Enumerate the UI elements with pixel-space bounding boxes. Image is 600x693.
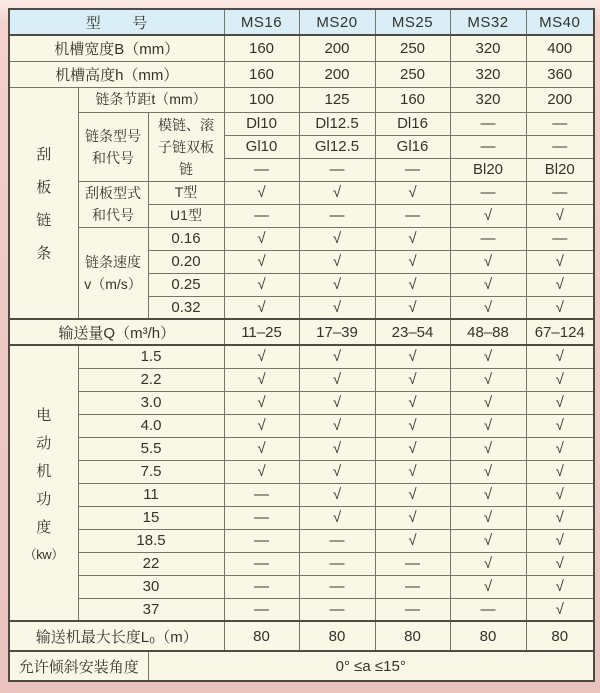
vertical-label-char: 动: [36, 434, 52, 452]
table-cell: 80: [375, 621, 450, 651]
table-cell: √: [224, 250, 299, 273]
vertical-label-char: 链: [36, 211, 52, 229]
motor-power-row: [9, 483, 594, 506]
table-cell: 200: [299, 35, 375, 61]
label-line: v（m/s）: [84, 275, 142, 292]
power-value-label: 15: [78, 506, 224, 529]
power-value-label: 11: [78, 483, 224, 506]
tilt-angle-row: [9, 651, 594, 681]
table-cell: —: [450, 135, 526, 158]
power-value-label: 5.5: [78, 437, 224, 460]
power-value-label: 4.0: [78, 414, 224, 437]
power-value-label: 18.5: [78, 529, 224, 552]
col-header-ms20: MS20: [299, 9, 375, 35]
table-cell: √: [299, 345, 375, 368]
table-cell: 200: [299, 61, 375, 87]
table-cell: √: [450, 250, 526, 273]
table-cell: √: [375, 437, 450, 460]
spec-table: [8, 8, 595, 682]
table-cell: 100: [224, 87, 299, 112]
vertical-label-char: 条: [36, 244, 52, 262]
table-cell: —: [450, 112, 526, 135]
table-cell: —: [526, 135, 594, 158]
label-line: 和代号: [92, 207, 134, 223]
table-cell: √: [299, 296, 375, 319]
table-cell: √: [526, 529, 594, 552]
table-cell: √: [375, 414, 450, 437]
table-cell: 250: [375, 35, 450, 61]
table-cell: √: [526, 250, 594, 273]
motor-power-row: [9, 529, 594, 552]
tilt-angle-label: 允许倾斜安装角度: [9, 651, 148, 681]
power-value-label: 22: [78, 552, 224, 575]
table-cell: 17–39: [299, 319, 375, 345]
chain-model-label: [78, 112, 148, 181]
motor-power-row: [9, 552, 594, 575]
scraper-type-row-t: [9, 181, 594, 204]
table-cell: √: [375, 460, 450, 483]
chain-pitch-row: [9, 87, 594, 112]
label-line: 链条型号: [85, 127, 141, 144]
table-cell: —: [224, 483, 299, 506]
table-cell: √: [299, 250, 375, 273]
table-cell: √: [224, 296, 299, 319]
table-cell: Dl16: [375, 112, 450, 135]
vertical-label: [10, 137, 78, 269]
label-line: 刮板型式: [85, 185, 141, 201]
tilt-angle-value: 0° ≤a ≤15°: [148, 651, 594, 681]
table-cell: √: [526, 575, 594, 598]
table-cell: —: [450, 227, 526, 250]
label-line: 链: [179, 160, 193, 177]
table-cell: —: [299, 158, 375, 181]
table-cell: 250: [375, 61, 450, 87]
table-cell: √: [450, 460, 526, 483]
table-cell: 23–54: [375, 319, 450, 345]
table-cell: √: [450, 529, 526, 552]
table-cell: √: [299, 483, 375, 506]
table-cell: √: [450, 575, 526, 598]
table-cell: √: [299, 227, 375, 250]
table-cell: —: [375, 204, 450, 227]
label-line: 链条速度: [85, 253, 141, 270]
table-cell: √: [526, 368, 594, 391]
col-header-ms25: MS25: [375, 9, 450, 35]
table-cell: √: [299, 506, 375, 529]
table-cell: √: [299, 273, 375, 296]
motor-power-group-label: [9, 345, 78, 621]
motor-power-row: [9, 345, 594, 368]
table-cell: √: [526, 345, 594, 368]
table-cell: —: [224, 158, 299, 181]
table-cell: —: [526, 227, 594, 250]
power-value-label: 3.0: [78, 391, 224, 414]
table-cell: —: [299, 204, 375, 227]
chain-speed-row-016: [9, 227, 594, 250]
power-value-label: 7.5: [78, 460, 224, 483]
vertical-label-char: 板: [36, 178, 52, 196]
table-cell: √: [299, 391, 375, 414]
table-cell: √: [224, 227, 299, 250]
table-cell: √: [526, 391, 594, 414]
speed-value-label: 0.25: [148, 273, 224, 296]
col-header-ms40: MS40: [526, 9, 594, 35]
table-cell: 80: [526, 621, 594, 651]
vertical-label-char: 功: [36, 490, 52, 508]
table-cell: √: [450, 391, 526, 414]
scraper-type-t-label: T型: [148, 181, 224, 204]
trough-width-row: [9, 35, 594, 61]
table-cell: 320: [450, 61, 526, 87]
table-cell: —: [224, 552, 299, 575]
table-cell: √: [450, 414, 526, 437]
table-cell: 160: [224, 35, 299, 61]
table-cell: —: [224, 575, 299, 598]
chain-model-sub-label: [148, 112, 224, 181]
table-cell: √: [526, 460, 594, 483]
table-cell: √: [526, 483, 594, 506]
table-cell: √: [299, 181, 375, 204]
table-cell: √: [375, 368, 450, 391]
vertical-label-char: 机: [36, 462, 52, 480]
table-cell: —: [526, 112, 594, 135]
label-line: 和代号: [92, 149, 134, 166]
table-cell: √: [299, 437, 375, 460]
scraper-type-u1-label: U1型: [148, 204, 224, 227]
scraper-type-label: [78, 181, 148, 227]
power-value-label: 37: [78, 598, 224, 621]
motor-power-row: [9, 391, 594, 414]
table-cell: —: [526, 181, 594, 204]
table-cell: √: [526, 437, 594, 460]
table-cell: √: [375, 273, 450, 296]
table-cell: √: [526, 204, 594, 227]
table-cell: √: [299, 414, 375, 437]
table-cell: √: [450, 483, 526, 506]
chain-model-row-1: [9, 112, 594, 135]
table-cell: —: [224, 506, 299, 529]
table-cell: √: [224, 368, 299, 391]
scraper-chain-group-label: [9, 87, 78, 319]
trough-height-row: [9, 61, 594, 87]
motor-power-unit: （kw）: [23, 546, 64, 562]
table-cell: √: [526, 296, 594, 319]
table-cell: Gl12.5: [299, 135, 375, 158]
table-cell: √: [450, 345, 526, 368]
table-cell: √: [450, 296, 526, 319]
label-line: 模链、滚: [158, 116, 214, 133]
table-cell: 48–88: [450, 319, 526, 345]
power-value-label: 1.5: [78, 345, 224, 368]
table-cell: 160: [224, 61, 299, 87]
capacity-row: [9, 319, 594, 345]
chain-speed-label: [78, 227, 148, 319]
power-value-label: 2.2: [78, 368, 224, 391]
header-row: [9, 9, 594, 35]
table-cell: Bl20: [450, 158, 526, 181]
chain-pitch-label: 链条节距t（mm）: [78, 87, 224, 112]
speed-value-label: 0.32: [148, 296, 224, 319]
motor-power-row: [9, 368, 594, 391]
table-cell: √: [224, 391, 299, 414]
table-cell: √: [224, 273, 299, 296]
table-cell: —: [224, 204, 299, 227]
table-cell: √: [375, 250, 450, 273]
table-cell: √: [450, 273, 526, 296]
table-cell: 80: [299, 621, 375, 651]
table-cell: —: [375, 598, 450, 621]
col-header-ms32: MS32: [450, 9, 526, 35]
capacity-label: 输送量Q（m³/h）: [9, 319, 224, 345]
table-cell: √: [526, 598, 594, 621]
max-length-label: 输送机最大长度L₀（m）: [9, 621, 224, 651]
table-cell: √: [224, 181, 299, 204]
table-cell: —: [224, 598, 299, 621]
table-cell: Dl10: [224, 112, 299, 135]
table-cell: 67–124: [526, 319, 594, 345]
table-cell: √: [375, 483, 450, 506]
table-cell: —: [224, 529, 299, 552]
table-cell: —: [450, 598, 526, 621]
table-cell: —: [375, 552, 450, 575]
motor-power-row: [9, 598, 594, 621]
power-value-label: 30: [78, 575, 224, 598]
model-header-label: 型 号: [9, 9, 224, 35]
vertical-label: [10, 400, 78, 566]
table-cell: —: [299, 598, 375, 621]
table-cell: √: [375, 391, 450, 414]
table-cell: 80: [224, 621, 299, 651]
speed-value-label: 0.20: [148, 250, 224, 273]
table-cell: 80: [450, 621, 526, 651]
table-cell: 320: [450, 87, 526, 112]
table-cell: √: [450, 368, 526, 391]
table-cell: 360: [526, 61, 594, 87]
table-cell: √: [375, 506, 450, 529]
table-cell: √: [224, 460, 299, 483]
table-cell: √: [450, 204, 526, 227]
trough-width-label: 机槽宽度B（mm）: [9, 35, 224, 61]
table-cell: √: [299, 460, 375, 483]
vertical-label-char: 度: [36, 518, 52, 536]
trough-height-label: 机槽高度h（mm）: [9, 61, 224, 87]
table-cell: √: [526, 552, 594, 575]
table-cell: √: [224, 437, 299, 460]
table-cell: √: [375, 345, 450, 368]
table-cell: 320: [450, 35, 526, 61]
table-cell: Gl10: [224, 135, 299, 158]
table-cell: —: [299, 529, 375, 552]
table-cell: 400: [526, 35, 594, 61]
table-cell: √: [450, 552, 526, 575]
table-cell: —: [375, 575, 450, 598]
table-cell: √: [526, 506, 594, 529]
table-cell: √: [375, 227, 450, 250]
table-cell: —: [450, 181, 526, 204]
table-cell: √: [299, 368, 375, 391]
table-cell: √: [450, 437, 526, 460]
table-cell: √: [224, 414, 299, 437]
table-cell: 125: [299, 87, 375, 112]
table-cell: 200: [526, 87, 594, 112]
table-cell: √: [450, 506, 526, 529]
table-cell: √: [375, 296, 450, 319]
table-cell: —: [375, 158, 450, 181]
table-cell: √: [375, 529, 450, 552]
table-cell: —: [299, 575, 375, 598]
table-cell: Bl20: [526, 158, 594, 181]
table-cell: 11–25: [224, 319, 299, 345]
table-cell: √: [224, 345, 299, 368]
motor-power-row: [9, 575, 594, 598]
motor-power-row: [9, 506, 594, 529]
motor-power-row: [9, 460, 594, 483]
table-cell: √: [526, 273, 594, 296]
speed-value-label: 0.16: [148, 227, 224, 250]
label-line: 子链双板: [158, 138, 214, 155]
table-cell: 160: [375, 87, 450, 112]
motor-power-row: [9, 437, 594, 460]
vertical-label-char: 电: [36, 406, 52, 424]
max-length-row: [9, 621, 594, 651]
table-cell: —: [299, 552, 375, 575]
table-cell: √: [375, 181, 450, 204]
col-header-ms16: MS16: [224, 9, 299, 35]
table-cell: Dl12.5: [299, 112, 375, 135]
table-cell: √: [526, 414, 594, 437]
table-cell: Gl16: [375, 135, 450, 158]
motor-power-row: [9, 414, 594, 437]
vertical-label-char: 刮: [36, 145, 52, 163]
